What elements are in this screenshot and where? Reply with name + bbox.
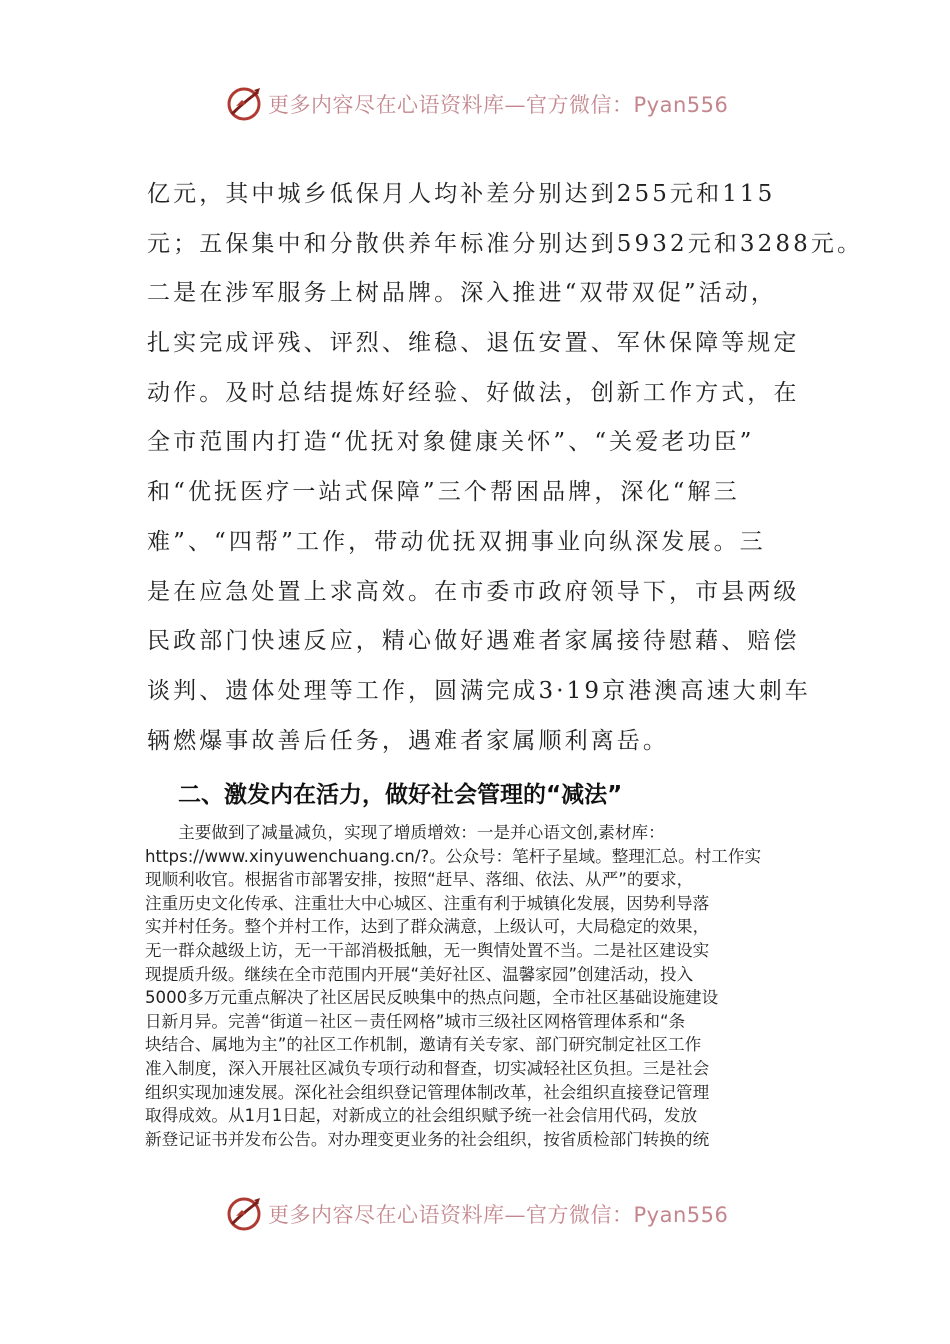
body-line: 民政部门快速反应，精心做好遇难者家属接待慰藉、赔偿 xyxy=(147,628,800,655)
body-line: 亿元，其中城乡低保月人均补差分别达到255元和115 xyxy=(147,181,776,207)
body-line: 扎实完成评残、评烈、维稳、退伍安置、军休保障等规定 xyxy=(147,330,800,357)
paragraph-line: 现顺利收官。根据省市部署安排，按照“赶早、落细、依法、从严”的要求， xyxy=(145,870,694,890)
banner-text: 更多内容尽在心语资料库—官方微信：Pyan556 xyxy=(268,1203,729,1227)
body-line: 元；五保集中和分散供养年标准分别达到5932元和3288元。 xyxy=(147,230,864,257)
paragraph-line: https://www.xinyuwenchuang.cn/?。公众号：笔杆子星域。整理汇总。村工作实 xyxy=(145,846,762,866)
paragraph-line: 注重历史文化传承、注重壮大中心城区、注重有利于城镇化发展，因势利导落 xyxy=(145,893,710,913)
paragraph-line: 组织实现加速发展。深化社会组织登记管理体制改革，社会组织直接登记管理 xyxy=(145,1082,710,1102)
logo-icon xyxy=(224,1194,264,1234)
paragraph-line: 块结合、属地为主”的社区工作机制，邀请有关专家、部门研究制定社区工作 xyxy=(145,1035,702,1055)
paragraph-line: 主要做到了减量减负，实现了增质增效：一是并心语文创,素材库： xyxy=(145,823,665,842)
body-line: 动作。及时总结提炼好经验、好做法，创新工作方式，在 xyxy=(147,379,800,406)
paragraph-line: 无一群众越级上访，无一干部消极抵触，无一舆情处置不当。二是社区建设实 xyxy=(145,940,710,960)
paragraph-line: 新登记证书并发布公告。对办理变更业务的社会组织，按省质检部门转换的统 xyxy=(145,1129,710,1149)
body-line: 辆燃爆事故善后任务，遇难者家属顺利离岳。 xyxy=(147,727,669,754)
footer-banner xyxy=(224,1194,744,1234)
body-paragraph xyxy=(147,170,864,766)
logo-icon xyxy=(224,84,264,124)
paragraph-line: 现提质升级。继续在全市范围内开展“美好社区、温馨家园”创建活动，投入 xyxy=(145,964,694,984)
body-line: 和“优抚医疗一站式保障”三个帮困品牌，深化“解三 xyxy=(147,479,740,506)
body-line: 是在应急处置上求高效。在市委市政府领导下，市县两级 xyxy=(147,578,800,605)
section-heading: 二、激发内在活力，做好社会管理的“减法” xyxy=(178,782,623,808)
paragraph-line: 日新月异。完善“街道－社区－责任网格”城市三级社区网格管理体系和“条 xyxy=(145,1011,686,1031)
body-line: 谈判、遗体处理等工作，圆满完成3·19京港澳高速大刺车 xyxy=(147,677,811,704)
section-paragraph xyxy=(145,821,815,1151)
header-banner xyxy=(224,84,744,124)
paragraph-line: 实并村任务。整个并村工作，达到了群众满意，上级认可，大局稳定的效果， xyxy=(145,917,710,937)
paragraph-line: 准入制度，深入开展社区减负专项行动和督查，切实减轻社区负担。三是社会 xyxy=(145,1058,710,1078)
body-line: 难”、“四帮”工作，带动优抚双拥事业向纵深发展。三 xyxy=(147,528,766,555)
banner-text: 更多内容尽在心语资料库—官方微信：Pyan556 xyxy=(268,93,729,117)
body-line: 全市范围内打造“优抚对象健康关怀”、“关爱老功臣” xyxy=(147,429,755,456)
body-line: 二是在涉军服务上树品牌。深入推进“双带双促”活动， xyxy=(147,280,778,307)
paragraph-line: 取得成效。从1月1日起，对新成立的社会组织赋予统一社会信用代码，发放 xyxy=(145,1106,698,1126)
paragraph-line: 5000多万元重点解决了社区居民反映集中的热点问题，全市社区基础设施建设 xyxy=(145,988,719,1008)
